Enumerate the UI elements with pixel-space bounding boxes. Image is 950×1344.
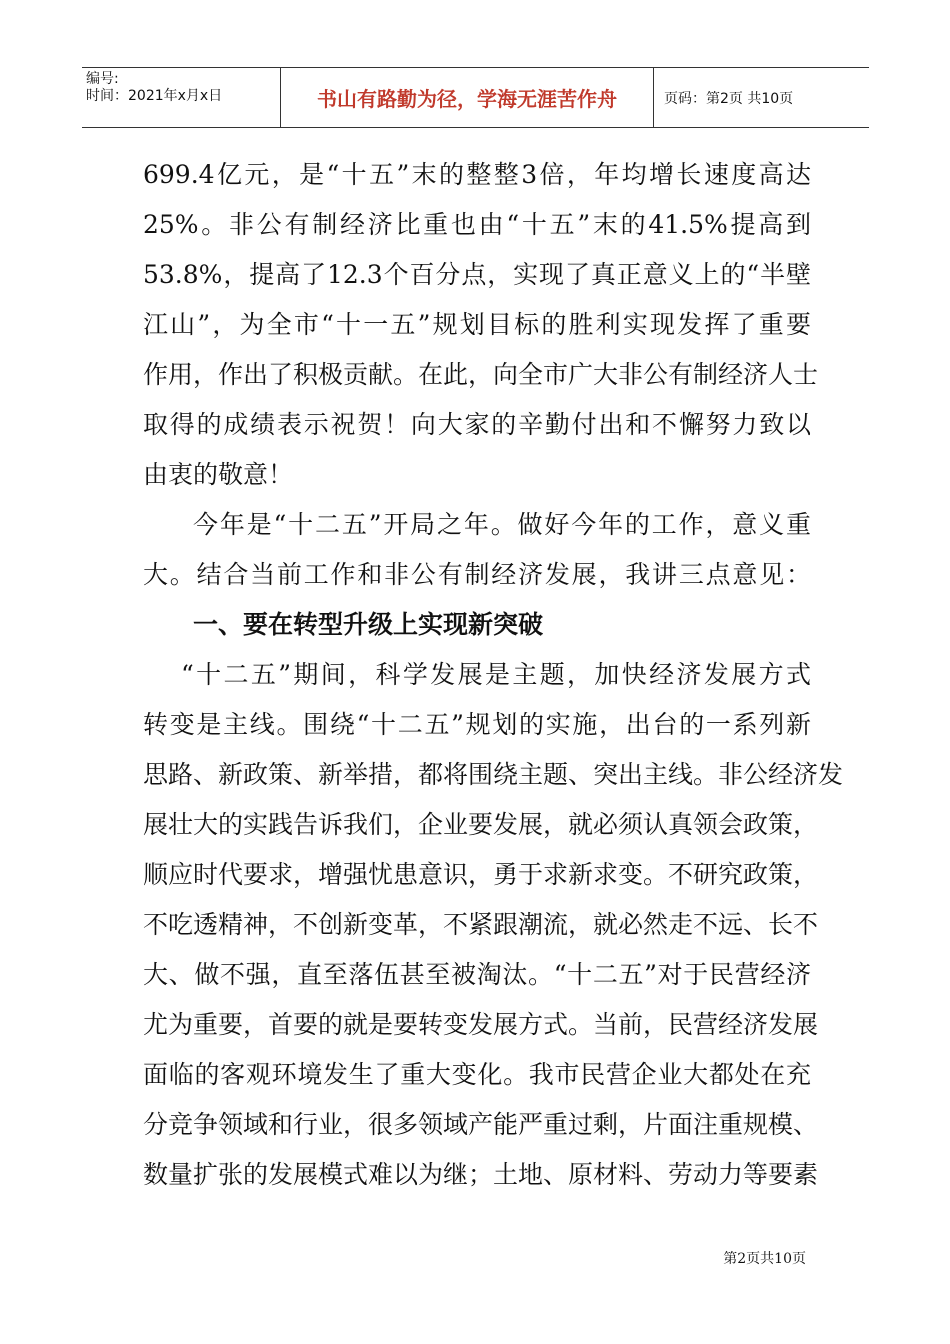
body-line: 取得的成绩表示祝贺！向大家的辛勤付出和不懈努力致以 — [143, 410, 811, 439]
body-line: 江山”，为全市“十一五”规划目标的胜利实现发挥了重要 — [143, 310, 811, 339]
page-header — [82, 67, 869, 128]
header-meta — [82, 68, 281, 127]
document-number-label: 编号: — [86, 71, 119, 87]
body-line: 25%。非公有制经济比重也由“十五”末的41.5%提高到 — [143, 210, 811, 239]
body-line: 53.8%，提高了12.3个百分点，实现了真正意义上的“半壁 — [143, 260, 811, 289]
header-motto-cell — [281, 68, 654, 127]
body-line: 顺应时代要求，增强忧患意识，勇于求新求变。不研究政策， — [143, 860, 819, 889]
body-line: 展壮大的实践告诉我们，企业要发展，就必须认真领会政策， — [143, 810, 819, 839]
body-line: 尤为重要，首要的就是要转变发展方式。当前，民营经济发展 — [143, 1010, 819, 1039]
header-page-label: 页码：第2页 共10页 — [664, 90, 794, 107]
section-heading: 一、要在转型升级上实现新突破 — [193, 610, 544, 639]
header-motto: 书山有路勤为径，学海无涯苦作舟 — [317, 87, 617, 111]
body-line: 思路、新政策、新举措，都将围绕主题、突出主线。非公经济发 — [143, 760, 844, 789]
body-line: 今年是“十二五”开局之年。做好今年的工作，意义重 — [193, 510, 811, 539]
body-line: 转变是主线。围绕“十二五”规划的实施，出台的一系列新 — [143, 710, 811, 739]
document-body — [143, 150, 844, 1200]
header-page-cell — [654, 68, 869, 127]
body-line: 由衷的敬意！ — [143, 460, 294, 489]
body-line: 不吃透精神，不创新变革，不紧跟潮流，就必然走不远、长不 — [143, 910, 819, 939]
body-line: 数量扩张的发展模式难以为继；土地、原材料、劳动力等要素 — [143, 1160, 819, 1189]
body-line: “十二五”期间，科学发展是主题，加快经济发展方式 — [181, 660, 811, 689]
body-line: 大、做不强，直至落伍甚至被淘汰。“十二五”对于民营经济 — [143, 960, 811, 989]
document-time-label: 时间：2021年x月x日 — [86, 88, 223, 104]
body-line: 大。结合当前工作和非公有制经济发展，我讲三点意见： — [143, 560, 811, 589]
body-line: 面临的客观环境发生了重大变化。我市民营企业大都处在充 — [143, 1060, 811, 1089]
page-footer: 第2页共10页 — [723, 1251, 806, 1267]
body-line: 作用，作出了积极贡献。在此，向全市广大非公有制经济人士 — [143, 360, 819, 389]
body-line: 分竞争领域和行业，很多领域产能严重过剩，片面注重规模、 — [143, 1110, 819, 1139]
body-line: 699.4亿元，是“十五”末的整整3倍，年均增长速度高达 — [143, 160, 811, 189]
